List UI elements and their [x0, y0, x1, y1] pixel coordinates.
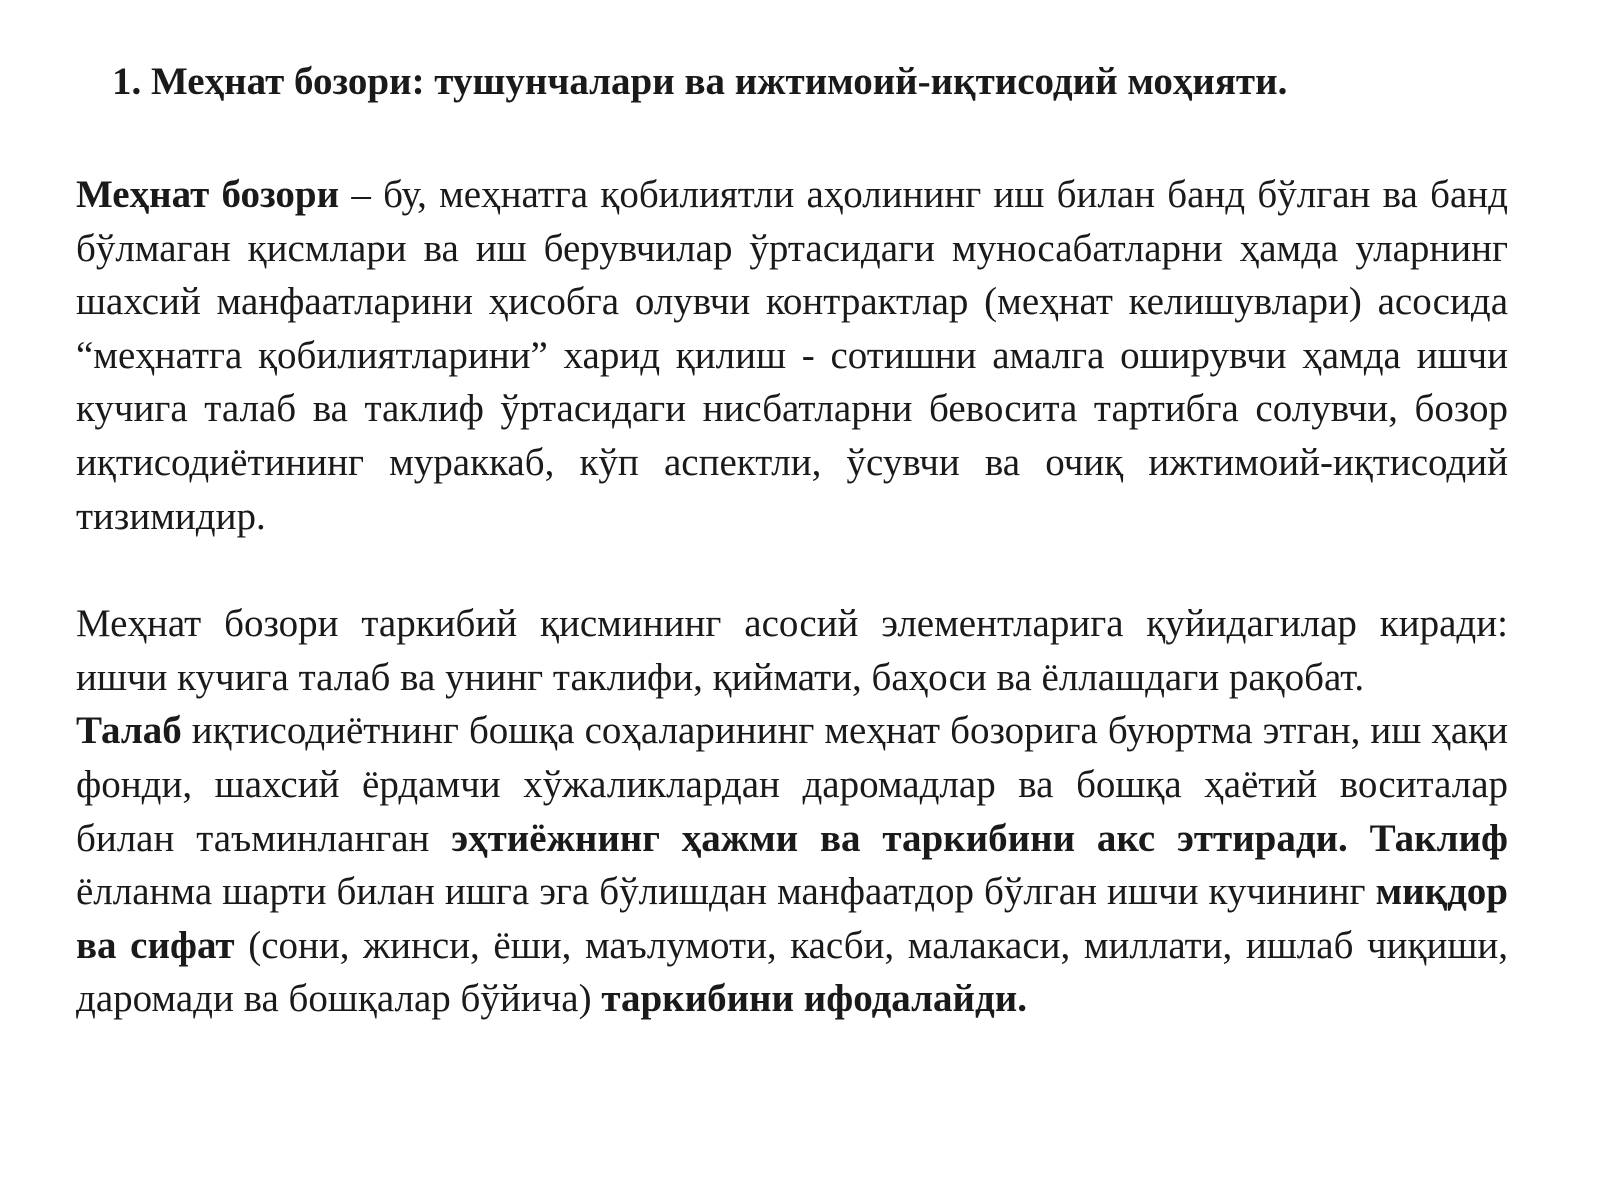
paragraph-spacer [76, 543, 1508, 597]
paragraph-demand-supply [76, 704, 1508, 1026]
paragraph-market-elements [76, 597, 1508, 704]
document-page [76, 56, 1508, 1026]
term-demand: Талаб [76, 709, 182, 753]
supply-details-text: (сони, жинси, ёши, маълумоти, касби, малакаси, миллати, ишлаб чиқиши, даромади ва бошқалар бўйича) [76, 923, 1508, 1021]
structure-emphasis: таркибини ифодалайди. [601, 977, 1027, 1021]
document-heading: 1. Меҳнат бозори: тушунчалари ва ижтимоий-иқтисодий моҳияти. [112, 60, 1288, 103]
demand-emphasis: эҳтиёжнинг ҳажми ва таркибини акс эттиради. Таклиф [451, 816, 1508, 860]
elements-text: Меҳнат бозори таркибий қисмининг асосий элементларига қуйидагилар киради: ишчи кучига талаб ва унинг таклифи, қиймати, баҳоси ва ёллашдаги рақобат. [76, 602, 1508, 699]
term-labor-market: Меҳнат бозори [76, 173, 340, 216]
quantity-quality-emphasis: миқдор ва сифат [76, 870, 1508, 967]
supply-text: ёлланма шарти билан ишга эга бўлишдан манфаатдор бўлган ишчи кучининг [76, 870, 1376, 914]
demand-text: иқтисодиётнинг бошқа соҳаларининг меҳнат бозорига буюртма этган, иш ҳақи фонди, шахсий ёрдамчи хўжаликлардан даромадлар ва бошқа ҳаётий воситалар билан таъминланган [76, 709, 1508, 860]
definition-text: – бу, меҳнатга қобилиятли аҳолининг иш билан банд бўлган ва банд бўлмаган қисмлари ва иш берувчилар ўртасидаги муносабатларни ҳамда уларнинг шахсий манфаатларини ҳисобга олувчи контрактлар (меҳнат келишувлари) асосида “меҳнатга қобилиятларини” харид қилиш - сотишни амалга оширувчи ҳамда ишчи кучига талаб ва таклиф ўртасидаги нисбатларни бевосита тартибга солувчи, бозор иқтисодиётининг мураккаб, кўп аспектли, ўсувчи ва очиқ ижтимоий-иқтисодий тизимидир. [76, 173, 1508, 538]
paragraph-labor-market-definition [76, 168, 1508, 543]
